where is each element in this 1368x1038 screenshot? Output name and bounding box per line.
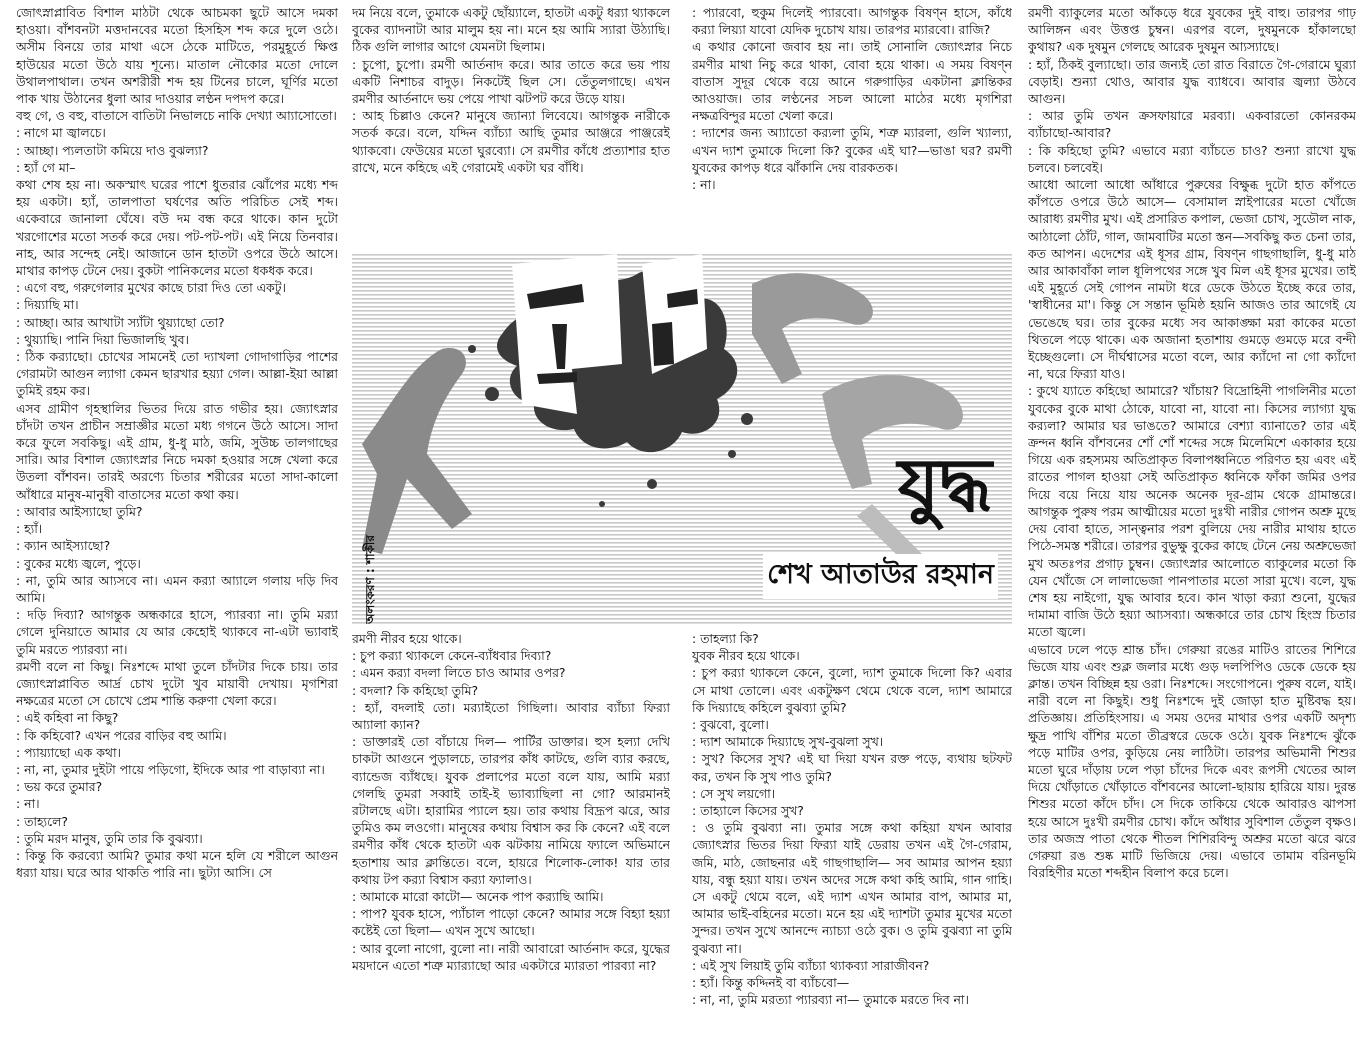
paragraph: : এই কহিবা না কিছু? <box>16 710 119 726</box>
paragraph: জোৎস্নাপ্লাবিত বিশাল মাঠটা থেকে আচমকা ছুটে আসে দমকা হাওয়া। বাঁশবনটা মত্তদানবের মতো হিসহিস শব্দ করে দুলে ওঠে। অসীম বিনয়ে তার মাথা এসে ঠেকে মাটিতে, পরমুহূর্তে ক্ষিপ্ত হাউয়ের মতো উঠে যায় শূন্যে। মাতাল নৌকোর মতো দোলে উথালপাথাল। তখন অশরীরী শব্দ হয় টিনের চালে, ঘূর্ণির মতো পাক খায় উঠানের ধুলা আর দাওয়ার লণ্ঠন দপদপ করে। <box>16 5 338 107</box>
column-3-bottom <box>692 630 1012 1034</box>
column-2-top <box>352 4 670 252</box>
paragraph: : দিয়্যাছি মা। <box>16 297 79 313</box>
paragraph: : নাগে মা জ্বালচে। <box>16 125 106 141</box>
column-2-bottom <box>352 630 670 1034</box>
paragraph: বহু গে, ও বহু, বাতাসে বাতিটা নিভালচে নাকি দেখ্যা আ্যাসোতো। <box>16 108 337 124</box>
paragraph: : আহ চিল্লাও কেনে? মানুষে জ্যান্যা লিবেযে। আগন্তুক নারীকে সতর্ক করে। বলে, যদ্দিন ব্যাঁচ্যা আছি তুমার আঞ্জরে পাঞ্জরেই থ্যাকবো। ফেউয়ের মতো ঘুরব্যো। সে রমণীর কাঁধে প্রত্যাশার হাত রাখে, মনে কহিছে এই গেরামেই একটা ঘর বাঁধি। <box>352 108 670 175</box>
paragraph: : চুপো, চুপো। রমণী আর্তনাদ করে। আর তাতে করে ভয় পায় একটি নিশাচর বাদুড়। নিকটেই ছিল সে। তেঁতুলগাছে। এখন রমণীর আর্তনাদে ভয় পেয়ে পাখা ঝটপট করে উড়ে যায়। <box>352 56 670 107</box>
paragraph: : আচ্ছা। আর আখাটা স্যাঁটা থুয়্যাছো তো? <box>16 314 225 330</box>
paragraph: : এমন কর‍্যা বদলা লিতে চাও আমার ওপর? <box>352 665 566 681</box>
paragraph: : বুঝবো, বুলো। <box>692 717 769 733</box>
paragraph: : ঠিক কর‍্যাছো। চোখের সামনেই তো দ্যাখলা গোদাগাড়ির পাশের গেরামটা আগুন ল্যাগা কেমন ছারখার হয়্যা গেল। আল্লা-ইয়া আল্লা তুমিই রহম কর। <box>16 349 338 399</box>
paragraph: : তাহ্যালে কিসের সুখ? <box>692 803 804 819</box>
paragraph: : তুমি মরদ মানুষ, তুমি তার কি বুঝব্যা। <box>16 830 203 846</box>
paragraph: রমণী বলে না কিছু। নিঃশব্দে মাথা তুলে চাঁদটার দিকে চায়। তার জ্যোৎস্নাপ্লাবিত আর্দ্র চোখ দুটো খুব মায়াবী দেখায়। মৃগশিরা নক্ষত্রের মতো সে চোখে প্রেম শান্তি করুণা খেলা করে। <box>16 658 338 709</box>
paragraph: : হ্যাঁ, ঠিকই বুল্যাছো। তার জন্যই তো রাত বিরাতে গৈ-গেরামে ঘুর‍্যা বেড়াই। শুন্যা থোও, আবার যুদ্ধ ব্যাধবে। আবার জ্বল্যা উঠবে আগুন। <box>1028 56 1356 107</box>
illustration-credit <box>356 474 386 624</box>
paragraph: : আমাকে মারো কাটো— অনেক পাপ কর‍্যাছি আমি। <box>352 889 604 905</box>
article-author: শেখ আতাউর রহমান <box>763 554 998 599</box>
paragraph: : কি কহিছো তুমি? এভাবে মর‍্যা ব্যাঁচতে চাও? শুন্যা রাখো যুদ্ধ চলবে। চলবেই। <box>1028 142 1356 175</box>
paragraph: : হ্যাঁ গে মা– <box>16 159 76 175</box>
paragraph: : কি কহিবো? এখন পরের বাড়ির বহু আমি। <box>16 727 227 743</box>
paragraph: এ কথার কোনো জবাব হয় না। তাই সোনালি জ্যোৎস্নার নিচে রমণীর মাথা নিচু করে থাকা, বোবা হয়ে থাকা। এ সময় বিষণ্ন বাতাস সুদূর থেকে বয়ে আনে গরুগাড়ির একটানা ক্লান্তিকর আওয়াজ। তার লণ্ঠনের সচল আলো মাঠের মধ্যে মৃগশিরা নক্ষত্রবিন্দুর মতো খেলা করে। <box>692 39 1012 124</box>
paragraph: : দ্যাশের জন্য আ্যাতো কর‍্যলা তুমি, শত্রু ম্যারলা, গুলি খ্যাল্যা, এখন দ্যাশ তুমাকে দিলো কি? বুকের এই ঘা?—ভাঙা ঘর? রমণী যুবকের কাপড় ধরে ঝাঁকানি দেয় বারকতক। <box>692 125 1012 175</box>
paragraph: : প্যায়্যাছো এক কথা। <box>16 744 121 760</box>
paragraph: : আর বুলো নাগো, বুলো না। নারী আবারো আর্তনাদ করে, যুদ্ধের ময়দানে এতো শত্রু ম্যার‍্যাছো আর একটারে ম্যারতা পারব্যা না? <box>352 940 670 973</box>
paragraph: : আর তুমি তখন ক্রসফায়ারে মরব্যা। একবারতো কোনরকম ব্যাঁচাছো-আবার? <box>1028 108 1356 141</box>
paragraph: : এই সুখ লিয়াই তুমি ব্যাঁচ্যা থ্যাকব্যা সারাজীবন? <box>692 957 930 973</box>
paragraph: : না। <box>16 796 40 812</box>
illustration <box>352 254 1012 624</box>
paragraph: : কিন্তু কি করব্যো আমি? তুমার কথা মনে হলি যে শরীলে আগুন ধর‍্যা যায়। ঘরে আর থাকতি পারি না। ছুট্যা আসি। সে <box>16 847 338 881</box>
paragraph: এভাবে ঢলে পড়ে শ্রান্ত চাঁদ। গেরুয়া রঙের মাটিও রাতের শিশিরে ভিজে যায় এবং শুক্ল জলার মধ্যে গুড় দলপিপিও ডেকে ডেকে হয় ক্লান্ত। তখন বিচ্ছিন্ন হয় ওরা। নিঃশব্দে। সংগোপনে। পুরুষ বলে, যাই। নারী বলে না কিছুই। শুধু নিঃশব্দে দুই জোড়া হাত মুষ্টিবদ্ধ হয়। প্রতিজ্ঞায়। প্রতিহিংসায়। এ সময় ওদের মাথার ওপর একটি অদৃশ্য ক্ষুদ্র পাখি বাঁশির মতো তীব্রস্বরে ডেকে ওঠে। যুবক নিঃশব্দে ঝুঁকে পড়ে মাটির ওপর, কুড়িয়ে নেয় লাঠিটা। তারপর অভিমানী শিশুর মতো ঘুরে দাঁড়ায় ঢলে পড়া চাঁদের দিকে এবং রূপসী খেতের আল দিয়ে খোঁড়াতে খোঁড়াতে বাঁশবনের আলো-ছায়ায় হারিয়ে যায়। দুরন্ত শিশুর মতো কাঁদে চাঁদ। সে দিকে তাকিয়ে থেকে আবারও ঝাপসা হয়ে আসে দুঃখী রমণীর চোখ। কাঁদে আঁধার সুবিশাল তেঁতুল বৃক্ষও। তার অজস্র পাতা থেকে শীতল শিশিরবিন্দু অশ্রুর মতো ঝরে ঝরে গেরুয়া রঙ শুষ্ক মাটি ভিজিয়ে দেয়। এভাবে তামাম বরিনভূমি বিরহিণীর মতো শব্দহীন বিলাপ করে চলে। <box>1028 641 1356 881</box>
paragraph: : ও তুমি বুঝব্যা না। তুমার সঙ্গে কথা কহিয়া যখন আবার জ্যোৎস্নার ভিতর দিয়া ফির‍্যা যাই ডেরায় তখন এই গৈ-গেরাম, জমি, মাঠ, জোছনার এই গাছগাছালি— সব আমার আপন হয়্যা যায়, বন্ধু হয়্যা যায়। তখন অদের সঙ্গে কথা কহি আমি, গান গাহি। সে একটু থেমে বলে, এই দ্যাশ এখন আমার বাপ, আমার মা, আমার ভাই-বহিনের মতো। মনে হয় এই দ্যাশটা তুমার মুখের মতো সুন্দর। তখন সুখে আনন্দে ন্যাচ্যা ওঠে বুক। ও তুমি বুঝব্যা না তুমি বুঝব্যা না। <box>692 820 1012 956</box>
paragraph: : আচ্ছা। প্যলতাটা কমিয়ে দাও বুঝল্যা? <box>16 142 209 158</box>
paragraph: : ডাক্তারই তো বাঁচায়ে দিল— পার্টির ডাক্তার। হুস হল্যা দেখি চাকটা আগুনে পুড়ালচে, তারপর কাঁধ কাটছে, গুলি ব্যার করছে, ব্যান্ডেজ ব্যাঁধছে। যুবক প্রলাপের মতো বলে যায়, আমি মর‍্যা গেলছি তুমরা সব্বাই তাই-ই ভ্যাব্যাছিলা না গো? আরমানই রটালছে এটা। হারামির প্যালে হয়। তার কথায় বিদ্রূপ ঝরে, আর তুমিও কম লওগো। মানুষের কথায় বিশ্বাস কর কি কেনে? এই বলে রমণীর কাঁধ থেকে হাতটা এক ঝটকায় নামিয়ে ফ্যালে অভিমানে হতাশায় আর ক্লান্তিতে। বলে, হায়রে শিলোক-লোক! যার তার কথায় টপ কর‍্যা বিশ্বাস কর‍্যা ফ্যালাও। <box>352 734 670 887</box>
paragraph: আধো আলো আধো আঁধারে পুরুষের বিক্ষুব্ধ দুটো হাত কাঁপতে কাঁপতে ওপরে উঠে আসে— বেসামাল স্নাইপারের মতো খোঁজে আরাধ্য রমণীর মুখ। এই প্রসারিত কপাল, ভেজা চোখ, সুডৌল নাক, আঠালো ঠোঁট, গাল, জামবাটির মতো স্তন—সবকিছু কত চেনা তার, কত আপন। এদেশের এই ধূসর গ্রাম, বিষণ্ন গাছগাছালি, ধু-ধু মাঠ আর আকাবাঁকা লাল ধূলিপথের সঙ্গে খুব মিল এই ধূসর মুখের। তাই এই মুহূর্তে সেই গোপন নামটা ধরে ডেকে উঠতে ইচ্ছে করে তার, 'স্বাধীনের মা'। কিন্তু সে সন্তান ভূমিষ্ঠ হয়নি আজও তার আগেই যে ভেঙেছে ঘর। তার বুকের মধ্যে সব আকাঙ্ক্ষা মরা কাকের মতো থিতলে পড়ে থাকে। এক অজানা হতাশায় গুমড়ে গুমড়ে মরে বন্দী ইচ্ছেগুলো। সে দীর্ঘশ্বাসের মতো বলে, আর ক্যাঁদো না গো ক্যাঁদো না, ঘরে ফির‍্যা যাও। <box>1028 177 1356 382</box>
paragraph: : কুথে য্যাতে কহিছো আমারে? খাঁচায়? বিদ্রোহিনী পাগলিনীর মতো যুবকের বুকে মাথা ঠোকে, যাবো না, যাবো না। কিসের ল্যাগ্যা যুদ্ধ কর‍্যলা? আমার ঘর ভাঙতে? আমারে বেশ্যা ব্যানাতে? তার এই ক্রন্দন ধ্বনি বাঁশবনের শোঁ শোঁ শব্দের সঙ্গে মিলেমিশে একাকার হয়ে গিয়ে এক রহস্যময় অতিপ্রাকৃত বিলাপধ্বনিতে পরিণত হয় এবং এই রাতের পাগল হাওয়া সেই অতিপ্রাকৃত ধ্বনিকে ফাঁকা জমির ওপর দিয়ে বয়ে নিয়ে যায় অনেক অনেক দূর-গ্রাম থেকে গ্রামান্তরে। আগন্তুক পুরুষ পরম আত্মীয়ের মতো দুঃখী নারীর গোপন অশ্রু মুছে দেয় বোবা হাতে, সান্ত্বনার পরশ বুলিয়ে দেয় নারীর মাথায় হাতে পিঠে-সমস্ত শরীরে। তারপর বুভুক্ষু বুকের কাছে টেনে নেয় অশ্রুভেজা মুখ অতঃপর প্রগাঢ় চুম্বন। জ্যোৎস্নার আলোতে ব্যাকুলের মতো কি যেন খোঁজে সে লালাভেজা পানপাতার মতো সারা মুখে। বলে, যুদ্ধ শেষ হয় নাইগো, যুদ্ধ আবার হবে। কান খাড়া কর‍্যা শুনো, যুদ্ধের দামামা বাজি উঠে হয়্যা আ্যসব্যা। অন্ধকারে তার চোখ হিংস্র চিতার মতো জ্বলে। <box>1028 383 1356 640</box>
paragraph: : এগে বহু, গরুগেলার মুখের কাছে চারা দিও তো একটু। <box>16 280 286 296</box>
paragraph: : চুপ কর‍্যা থ্যাকলে কেনে, বুলো, দ্যাশ তুমাকে দিলো কি? এবার সে মাথা তোলে। এবং একটুক্ষণ থেমে থেকে বলে, দ্যাশ আমারে কি দিয়্যাছে কহিলে বুঝব্যা তুমি? <box>692 665 1012 715</box>
paragraph: : প্যারবো, হুকুম দিলেই প্যারবো। আগন্তুক বিষণ্ন হাসে, কাঁধে কর‍্যা লিয়্যা যাবো যেদিক দুচোখ যায়। তারপর ম্যারবো। রাজি? <box>692 5 1012 38</box>
paragraph: যুবক নীরব হয়ে থাকে। <box>692 648 800 664</box>
paragraph: : দ্যাশ আমাকে দিয়্যাছে সুখ-বুঝলা সুখ। <box>692 734 884 750</box>
paragraph: : তাহ্যলে? <box>16 813 68 829</box>
paragraph: : সে সুখ লয়গো। <box>692 785 776 801</box>
paragraph: দম নিয়ে বলে, তুমাকে একটু ছোঁয়্যালে, হাতটা একটু ধর‍্যা থ্যাকলে বুকের ব্যাদনাটা আর মালুম হয় না। মনে হয় আমি স্যারা উঠ্যাছি। ঠিক গুলি লাগার আগে যেমনটা ছিলাম। <box>352 5 670 55</box>
paragraph: : থুয়্যাছি। পানি দিয়া ভিজালছি খুব। <box>16 331 189 347</box>
paragraph: : ক্যান আইস্যাছো? <box>16 538 111 554</box>
paragraph: : না, তুমি আর আ্যসবে না। এমন কর‍্যা আ্যালে গলায় দড়ি দিব আমি। <box>16 572 338 605</box>
paragraph: কথা শেষ হয় না। অকস্মাৎ ঘরের পাশে ধুতরার ঝোঁপের মধ্যে শব্দ হয় একটা। হ্যাঁ, তালপাতা ঘর্ষণের অতি পরিচিত সেই শব্দ। একেবারে জানালা ঘেঁষে। বউ দম বন্ধ করে থাকে। কান দুটো খরগোশের মতো সতর্ক করে দেয়। পট-পট-পট। এই নিয়ে তিনবার। নাহ, আর সন্দেহ নেই। আজানে ডান হাতটা ওপরে উঠে আসে। মাথার কাপড় টেনে দেয়। বুকটা পানিকলের মতো ধকধক করে। <box>16 177 338 279</box>
paragraph: : না। <box>692 177 716 193</box>
paragraph: : হ্যাঁ, বদলাই তো। মর‍্যাইতো গিছিলা। আবার ব্যাঁচ্যা ফির‍্যা আ্যালা ক্যান? <box>352 699 670 733</box>
paragraph: : না, না, তুমার দুইটা পায়ে পড়িগো, ইদিকে আর পা বাড়াব্যা না। <box>16 761 325 777</box>
paragraph: : সুখ? কিসের সুখ? এই ঘা দিয়া যখন রক্ত পড়ে, ব্যথায় ছটফট কর, তখন কি সুখ পাও তুমি? <box>692 751 1012 784</box>
paragraph: : না, না, তুমি মরত্যা প্যারব্যা না— তুমাকে মরতে দিব না। <box>692 992 969 1008</box>
paragraph: : হ্যাঁ। কিন্তু কদ্দিনই বা ব্যাঁচবো— <box>692 975 850 991</box>
paragraph: : হ্যাঁ। <box>16 521 43 537</box>
paragraph: : ভয় করে তুমার? <box>16 779 103 795</box>
column-3-top <box>692 4 1012 252</box>
paragraph: এসব গ্রামীণ গৃহস্থালির ভিতর দিয়ে রাত গভীর হয়। জ্যোৎস্নার চাঁদটা তখন প্রাচীন সম্রাজ্ঞীর মতো মধ্য গগনে উঠে আসে। সাদা করে ফুলে সবকিছু। এই গ্রাম, ধু-ধু মাঠ, জমি, সুউচ্চ তালগাছের সারি। আর বিশাল জ্যোৎস্নার নিচে দমকা হওয়ার সঙ্গে খেলা করে উতলা বাঁশবন। তারই অরণ্যে চিতার শরীরের মতো সাদা-কালো আঁধারে মানুষ-মানুষী বাতাসের মতো কথা কয়। <box>16 400 338 502</box>
paragraph: : বদলা? কি কহিছো তুমি? <box>352 682 479 698</box>
illustration-credit-text: অলংকরণ : শাকীর <box>363 535 377 624</box>
article-title: যুদ্ধ <box>897 442 992 526</box>
paragraph: রমণী নীরব হয়ে থাকে। <box>352 631 462 646</box>
paragraph: : তাহল্যা কি? <box>692 631 759 646</box>
paragraph: রমণী ব্যাকুলের মতো আঁকড়ে ধরে যুবকের দুই বাহু। তারপর গাঢ় আলিঙ্গন এবং উত্তপ্ত চুম্বন। এরপর বলে, দুষমুনকে হাঁকালছো কুথায়? এক দুষমুন গেলছে আরেক দুষমুন আ্যস্যাছে। <box>1028 5 1356 55</box>
paragraph: : চুপ কর‍্যা থ্যাকলে কেনে-ব্যাঁধবার দিব্যা? <box>352 648 552 664</box>
paragraph: : বুকের মধ্যে জ্বলে, পুড়ে। <box>16 555 141 571</box>
paragraph: : দড়ি দিব্যা? আগন্তুক অন্ধকারে হাসে, প্যারব্যা না। তুমি মর‍্যা গেলে দুনিয়াতে আমার যে আর কেহোই থ্যাকবে না-এটা ভ্যাবাই তুমি মরতে প্যারব্যা না। <box>16 607 338 657</box>
column-1 <box>16 4 338 1034</box>
column-4 <box>1028 4 1356 1034</box>
paragraph: : আবার আইস্যাছো তুমি? <box>16 503 143 519</box>
paragraph: : পাপ? যুবক হাসে, প্যাঁচাল পাড়ো কেনে? আমার সঙ্গে বিহ্যা হয়্যা কষ্টেই তো ছিলা— এখন সুখে আছো। <box>352 906 670 939</box>
